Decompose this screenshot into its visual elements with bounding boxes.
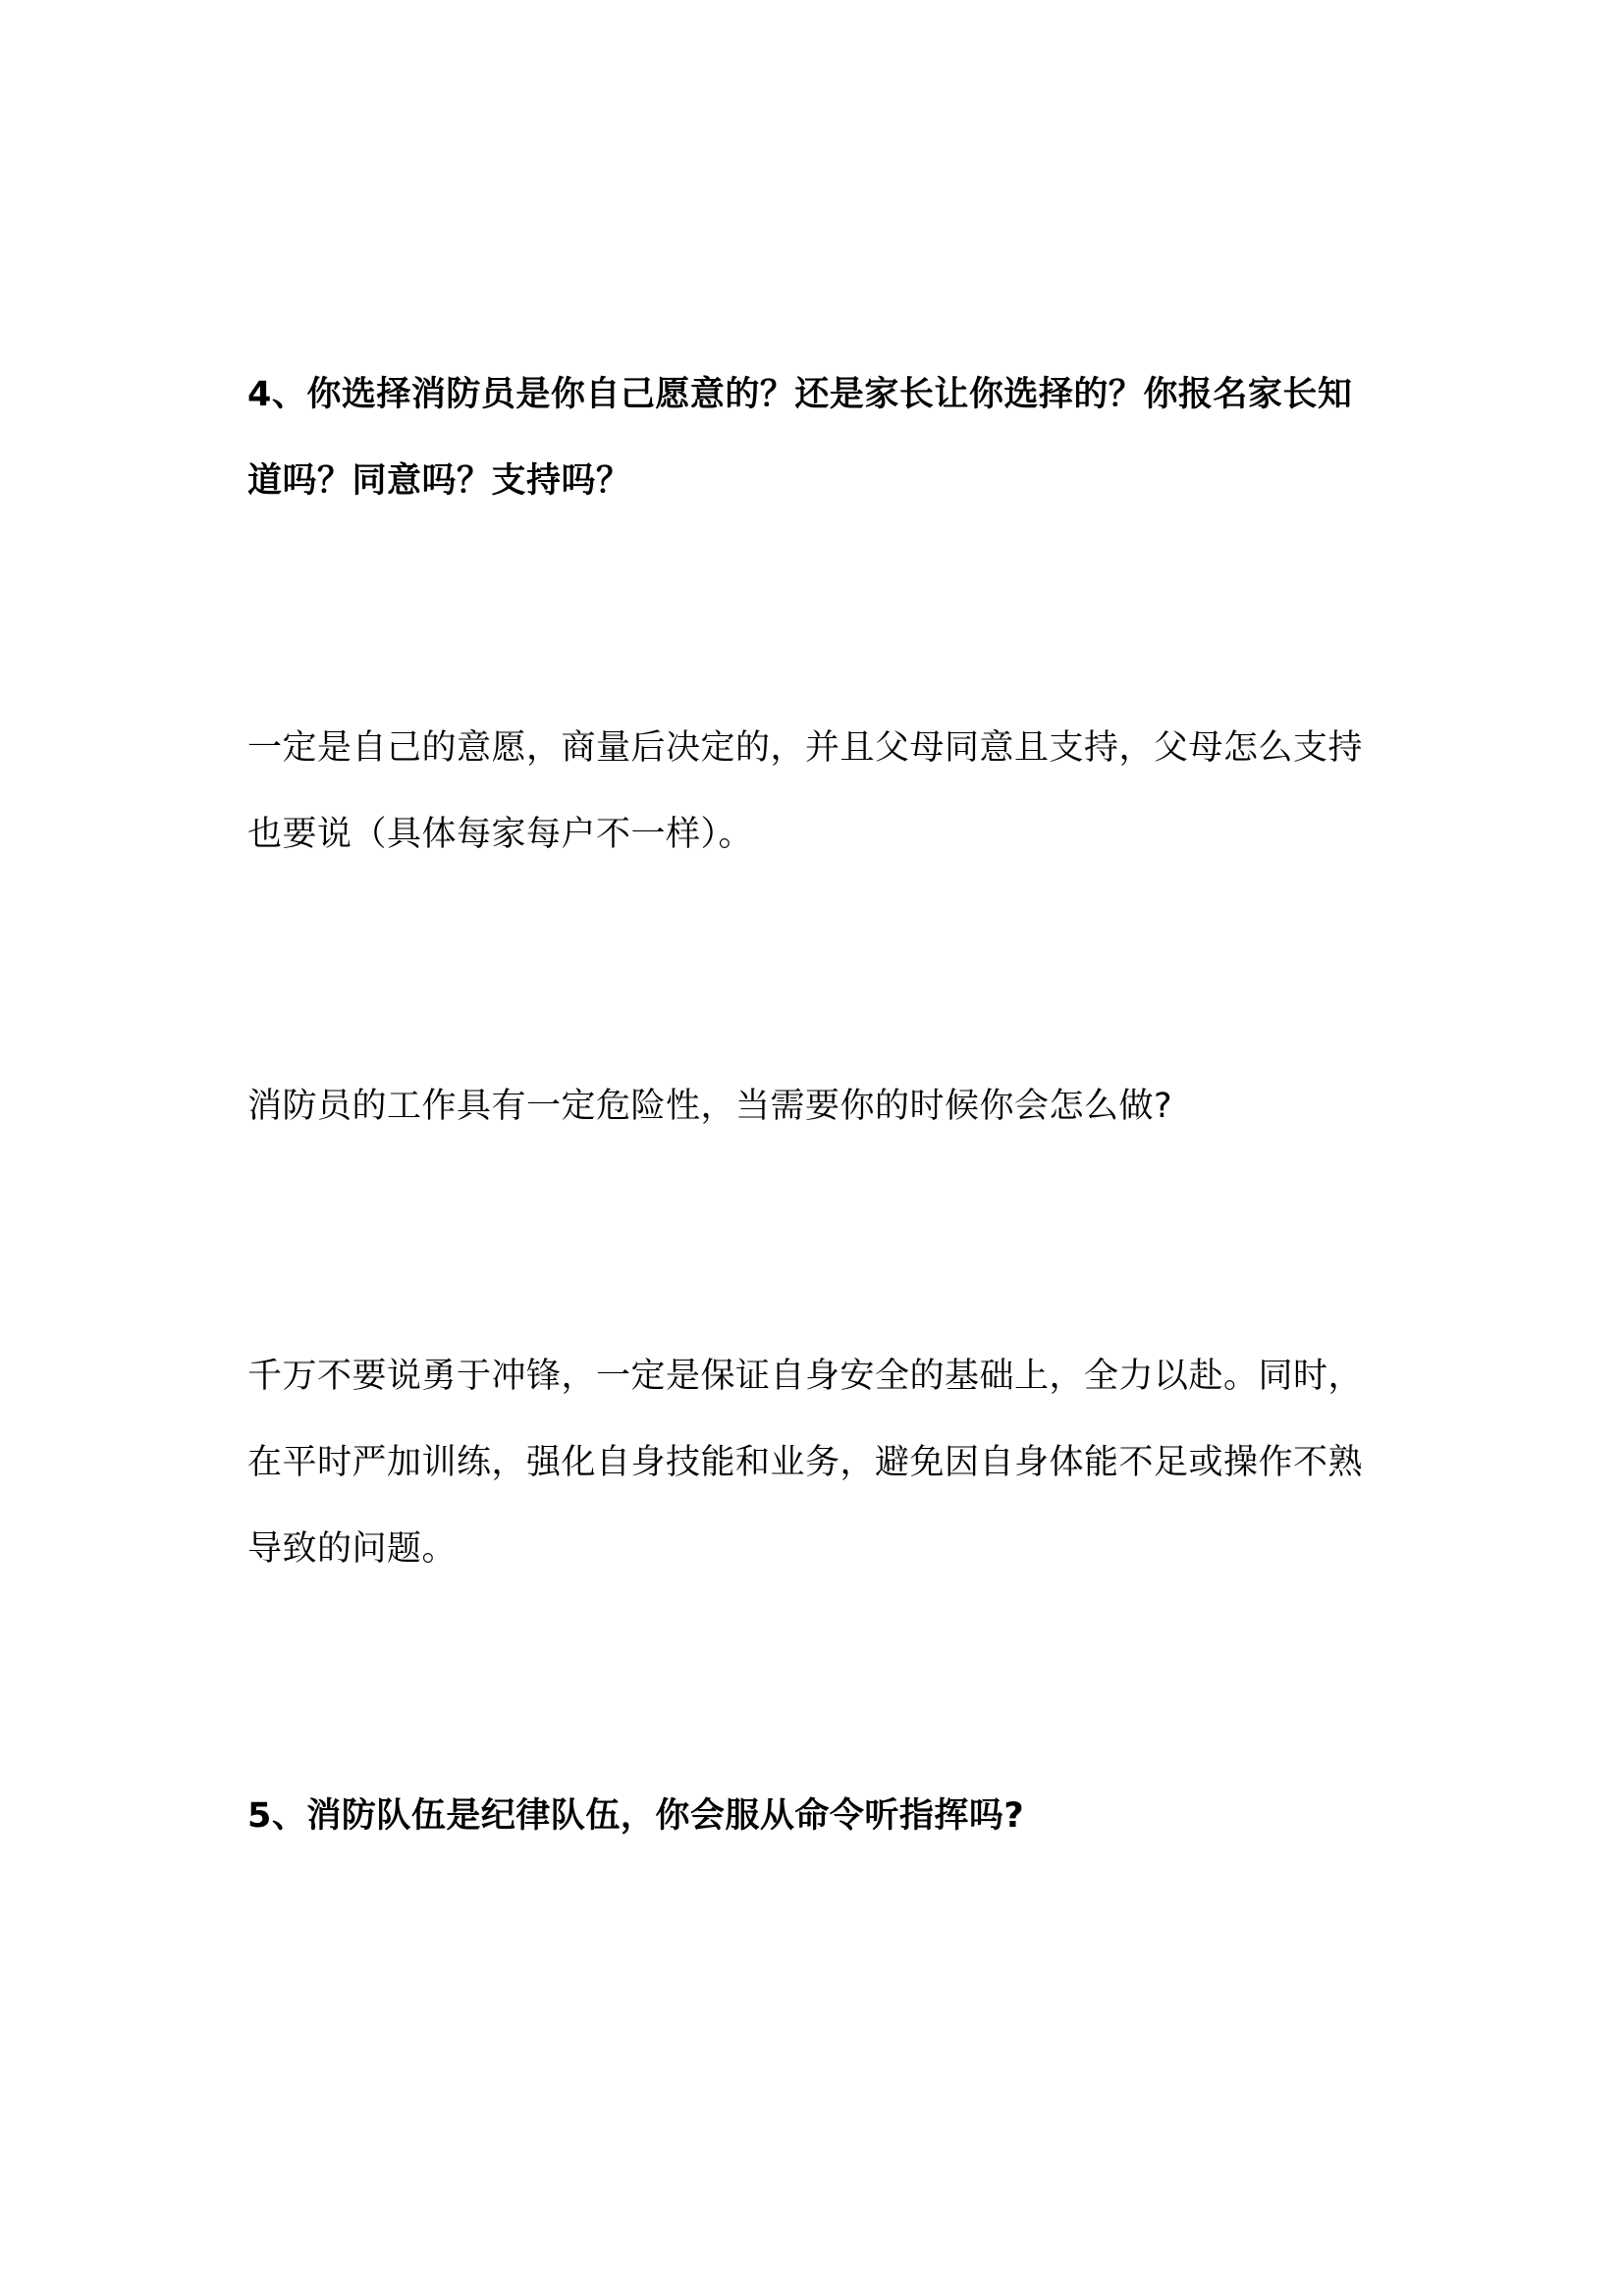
danger-question (247, 1063, 1391, 1149)
danger-answer (247, 1333, 1391, 1592)
danger-question-line-1: 消防员的工作具有一定危险性，当需要你的时候你会怎么做? (247, 1087, 1173, 1126)
answer-4 (247, 705, 1391, 878)
answer-4-line-1: 一定是自己的意愿，商量后决定的，并且父母同意且支持，父母怎么支持 (247, 728, 1364, 768)
question-4 (247, 351, 1391, 524)
question-4-line-1: 4、你选择消防员是你自己愿意的？还是家长让你选择的？你报名家长知 (247, 375, 1353, 414)
danger-answer-line-2: 在平时严加训练，强化自身技能和业务，避免因自身体能不足或操作不熟 (247, 1443, 1364, 1482)
question-5-line-1: 5、消防队伍是纪律队伍，你会服从命令听指挥吗? (247, 1796, 1025, 1836)
question-5 (247, 1773, 1391, 1859)
danger-answer-line-1: 千万不要说勇于冲锋，一定是保证自身安全的基础上，全力以赴。同时， (247, 1357, 1364, 1396)
question-4-line-2: 道吗？同意吗？支持吗？ (247, 461, 631, 501)
answer-4-line-2: 也要说（具体每家每户不一样）。 (247, 815, 754, 854)
danger-answer-line-3: 导致的问题。 (247, 1529, 458, 1569)
